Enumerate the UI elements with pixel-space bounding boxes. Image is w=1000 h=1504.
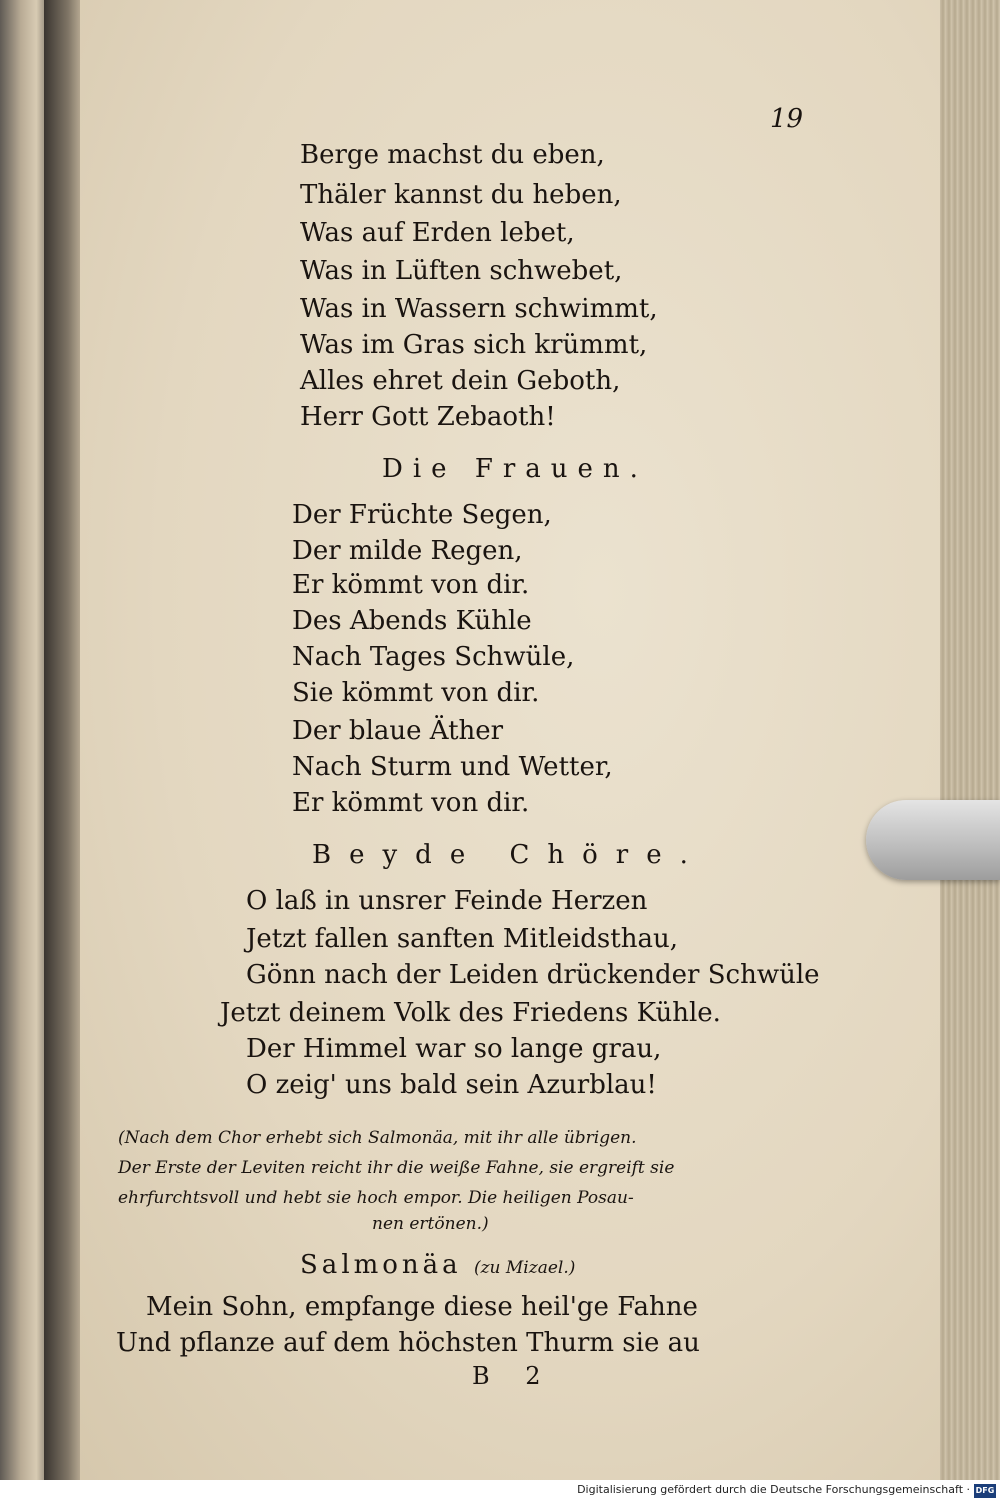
section-heading-women: Die Frauen. xyxy=(382,454,648,484)
speech-line: Mein Sohn, empfange diese heil'ge Fahne xyxy=(146,1292,698,1322)
stage-direction-line: nen ertönen.) xyxy=(372,1214,489,1234)
stage-direction-line: (Nach dem Chor erhebt sich Salmonäa, mit ihr alle übrigen. xyxy=(118,1128,637,1148)
verse-line: O laß in unsrer Feinde Herzen xyxy=(246,886,648,916)
verse-line: Nach Tages Schwüle, xyxy=(292,642,575,672)
verse-line: Der milde Regen, xyxy=(292,536,523,566)
verse-line: Was im Gras sich krümmt, xyxy=(300,330,648,360)
verse-line: Was auf Erden lebet, xyxy=(300,218,575,248)
verse-line: Berge machst du eben, xyxy=(300,140,605,170)
verse-line: Was in Wassern schwimmt, xyxy=(300,294,658,324)
speaker-note: (zu Mizael.) xyxy=(473,1258,576,1278)
speech-line: Und pflanze auf dem höchsten Thurm sie au xyxy=(116,1328,700,1358)
stage-direction-line: ehrfurchtsvoll und hebt sie hoch empor. Die heiligen Posau- xyxy=(118,1188,634,1208)
verse-line: Jetzt fallen sanften Mitleidsthau, xyxy=(246,924,678,954)
speaker-name: Salmonäa xyxy=(300,1250,462,1280)
verse-line: Des Abends Kühle xyxy=(292,606,532,636)
verse-line: Der Früchte Segen, xyxy=(292,500,552,530)
verse-line: Er kömmt von dir. xyxy=(292,570,530,600)
page-clip-tab xyxy=(866,800,1000,880)
verse-line: Alles ehret dein Geboth, xyxy=(300,366,621,396)
verse-line: Sie kömmt von dir. xyxy=(292,678,540,708)
verse-line: O zeig' uns bald sein Azurblau! xyxy=(246,1070,657,1100)
section-heading-choirs: Beyde Chöre. xyxy=(312,840,706,870)
verse-line: Herr Gott Zebaoth! xyxy=(300,402,556,432)
verse-line: Thäler kannst du heben, xyxy=(300,180,622,210)
speaker-heading xyxy=(300,1250,575,1280)
page-edges xyxy=(940,0,1000,1480)
verse-line: Gönn nach der Leiden drückender Schwüle xyxy=(246,960,820,990)
verse-line: Er kömmt von dir. xyxy=(292,788,530,818)
verse-line: Der Himmel war so lange grau, xyxy=(246,1034,662,1064)
verse-line: Jetzt deinem Volk des Friedens Kühle. xyxy=(220,998,721,1028)
book-gutter xyxy=(44,0,84,1480)
verse-line: Der blaue Äther xyxy=(292,716,504,746)
verse-line: Was in Lüften schwebet, xyxy=(300,256,623,286)
stage-direction-line: Der Erste der Leviten reicht ihr die weiße Fahne, sie ergreift sie xyxy=(118,1158,675,1178)
signature-mark: B 2 xyxy=(472,1362,555,1390)
page-number: 19 xyxy=(770,104,804,134)
verse-line: Nach Sturm und Wetter, xyxy=(292,752,613,782)
dfg-logo: DFG xyxy=(974,1484,996,1498)
funding-credit: Digitalisierung gefördert durch die Deutsche Forschungsgemeinschaft · xyxy=(577,1483,970,1496)
